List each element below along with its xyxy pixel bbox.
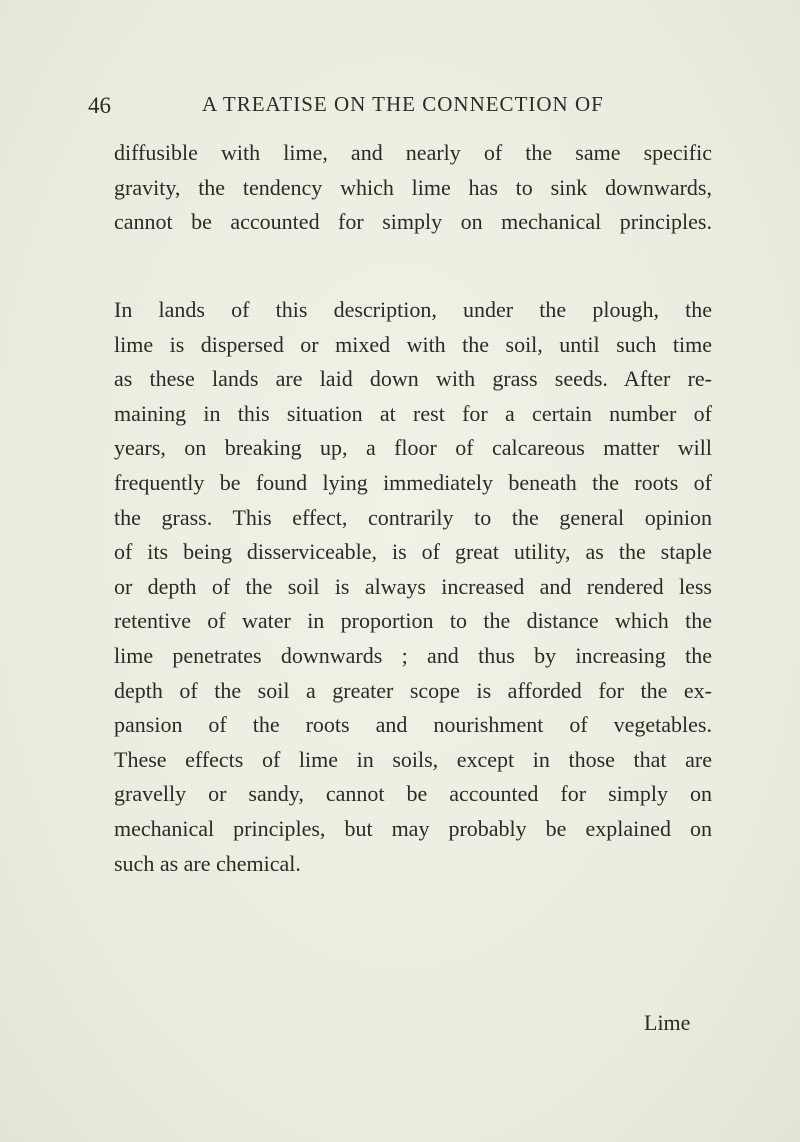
text-line: These effects of lime in soils, except in those that are (114, 746, 712, 772)
text-line: such as are chemical. (114, 850, 301, 876)
text-line: as these lands are laid down with grass seeds. After re- (114, 366, 712, 392)
page-number: 46 (88, 93, 111, 118)
text-line: the grass. This effect, contrarily to the general opinion (114, 504, 712, 530)
text-line: pansion of the roots and nourishment of vegetables. (114, 712, 712, 738)
text-line: retentive of water in proportion to the distance which the (114, 608, 712, 634)
text-line: depth of the soil a greater scope is afforded for the ex- (114, 677, 712, 703)
text-line: frequently be found lying immediately beneath the roots of (114, 469, 712, 495)
text-line: gravelly or sandy, cannot be accounted for simply on (114, 781, 712, 807)
text-line: of its being disserviceable, is of great utility, as the staple (114, 539, 712, 565)
text-line: maining in this situation at rest for a certain number of (114, 400, 712, 426)
running-head: A TREATISE ON THE CONNECTION OF (202, 92, 604, 116)
text-line: mechanical principles, but may probably be explained on (114, 815, 712, 841)
text-line: In lands of this description, under the plough, the (114, 297, 712, 322)
text-line: diffusible with lime, and nearly of the same specific (114, 140, 712, 165)
text-line: gravity, the tendency which lime has to sink downwards, (114, 174, 712, 200)
paragraph-1 (114, 136, 712, 240)
text-line: years, on breaking up, a floor of calcareous matter will (114, 435, 712, 461)
text-line: lime is dispersed or mixed with the soil, until such time (114, 331, 712, 357)
text-line: cannot be accounted for simply on mechanical principles. (114, 209, 712, 235)
text-line: or depth of the soil is always increased and rendered less (114, 573, 712, 599)
paragraph-2 (114, 293, 712, 881)
catchword: Lime (644, 1010, 691, 1035)
text-line: lime penetrates downwards ; and thus by increasing the (114, 642, 712, 668)
